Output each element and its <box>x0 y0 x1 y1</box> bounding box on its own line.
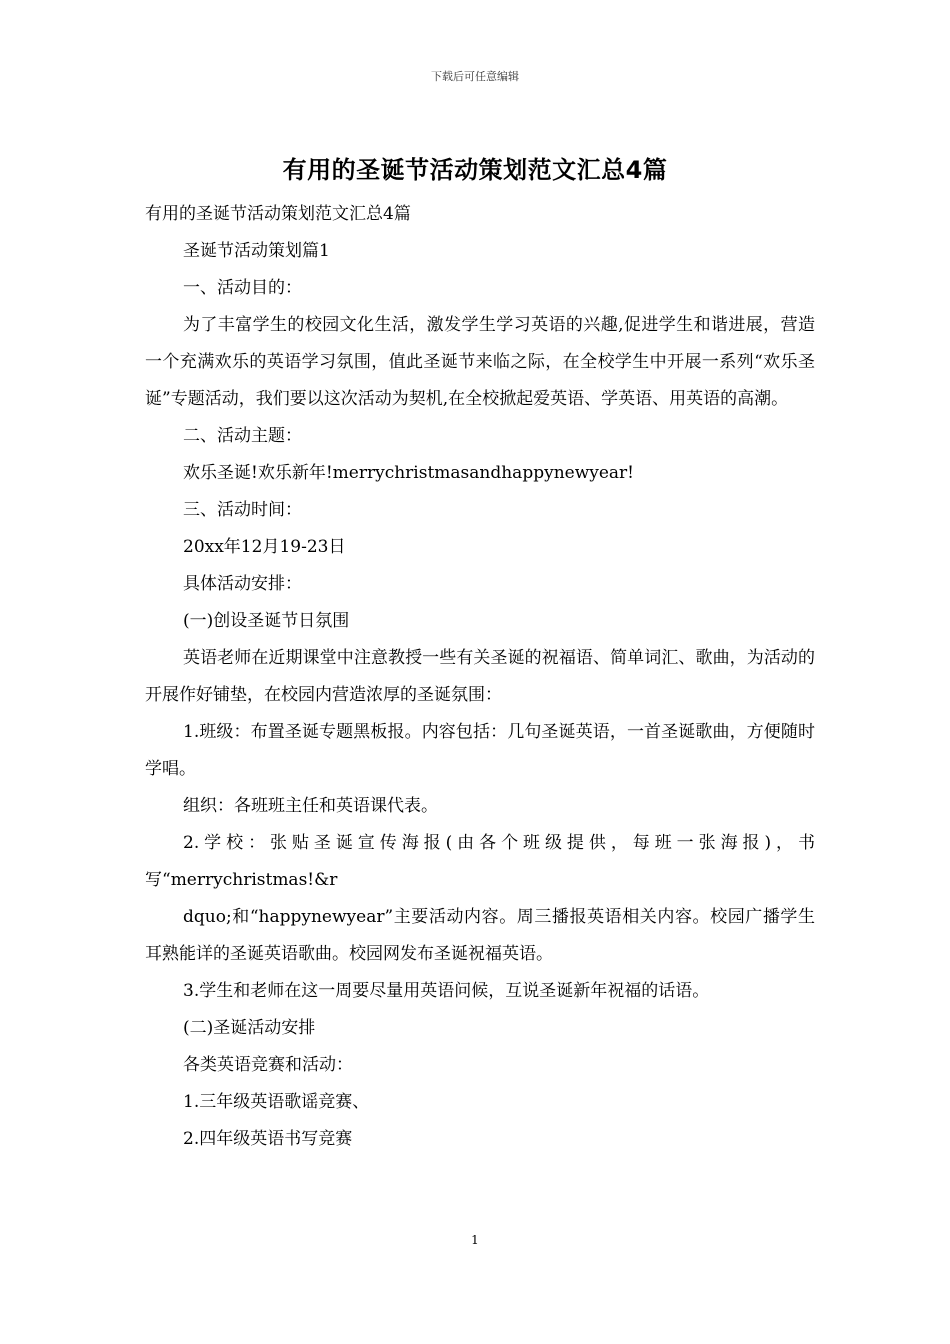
paragraph-subheading-atmosphere: (一)创设圣诞节日氛围 <box>183 611 350 631</box>
paragraph-competitions: 各类英语竞赛和活动： <box>183 1055 353 1075</box>
paragraph-heading-purpose: 一、活动目的： <box>183 278 302 298</box>
paragraph-atmosphere-body: 英语老师在近期课堂中注意教授一些有关圣诞的祝福语、简单词汇、歌曲，为活动的开展作好铺垫，在校园内营造浓厚的圣诞氛围： <box>145 648 815 705</box>
page-header: 下载后可任意编辑 <box>431 70 519 83</box>
paragraph-heading-theme: 二、活动主题： <box>183 426 302 446</box>
paragraph-subtitle: 有用的圣诞节活动策划范文汇总4篇 <box>145 204 411 224</box>
paragraph-heading-time: 三、活动时间： <box>183 500 302 520</box>
paragraph-item-grade3: 1.三年级英语歌谣竞赛、 <box>183 1092 370 1112</box>
paragraph-item-school-continued: dquo;和“happynewyear”主要活动内容。周三播报英语相关内容。校园广播学生耳熟能详的圣诞英语歌曲。校园网发布圣诞祝福英语。 <box>145 907 815 964</box>
paragraph-purpose-body: 为了丰富学生的校园文化生活，激发学生学习英语的兴趣,促进学生和谐进展，营造一个充满欢乐的英语学习氛围，值此圣诞节来临之际，在全校学生中开展一系列“欢乐圣诞”专题活动，我们要以这次活动为契机,在全校掀起爱英语、学英语、用英语的高潮。 <box>145 315 815 409</box>
paragraph-item-school: 2.学校：张贴圣诞宣传海报(由各个班级提供，每班一张海报)，书写“merrychristmas!&r <box>145 833 815 890</box>
paragraph-time-body: 20xx年12月19-23日 <box>183 537 346 557</box>
paragraph-item-class: 1.班级：布置圣诞专题黑板报。内容包括：几句圣诞英语，一首圣诞歌曲，方便随时学唱。 <box>145 722 815 779</box>
paragraph-organization: 组织：各班班主任和英语课代表。 <box>183 796 438 816</box>
paragraph-section-heading: 圣诞节活动策划篇1 <box>183 241 330 261</box>
paragraph-theme-body: 欢乐圣诞!欢乐新年!merrychristmasandhappynewyear! <box>183 463 635 483</box>
paragraph-item-grade4: 2.四年级英语书写竞赛 <box>183 1129 353 1149</box>
document-body <box>145 196 815 1158</box>
paragraph-arrangement: 具体活动安排： <box>183 574 302 594</box>
document-title: 有用的圣诞节活动策划范文汇总4篇 <box>282 156 668 184</box>
paragraph-subheading-activities: (二)圣诞活动安排 <box>183 1018 316 1038</box>
page-number: 1 <box>471 1233 479 1247</box>
paragraph-item-greetings: 3.学生和老师在这一周要尽量用英语问候，互说圣诞新年祝福的话语。 <box>183 981 710 1001</box>
